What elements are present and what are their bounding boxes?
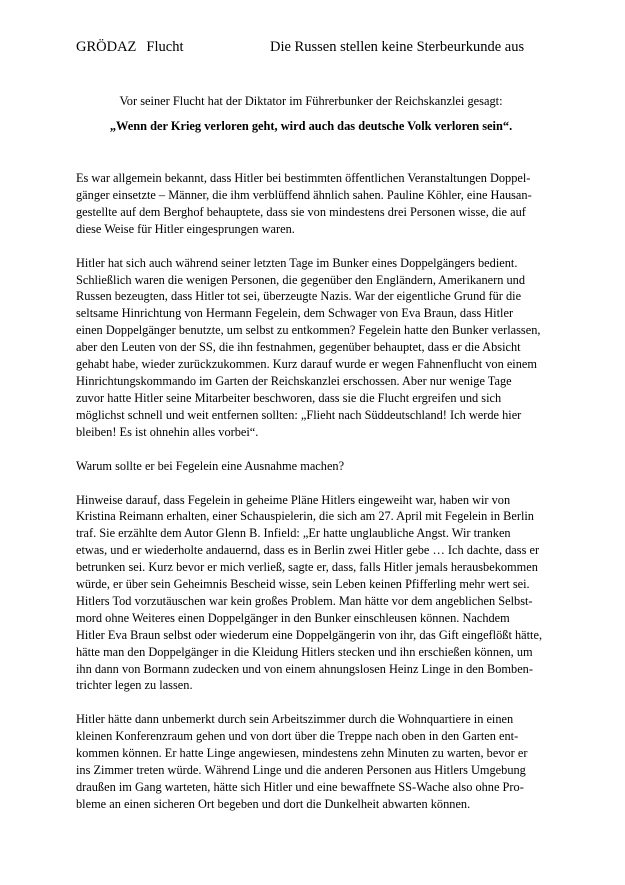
text-line: diese Weise für Hitler eingesprungen waren. [76,221,295,236]
text-line: gehabt habe, wieder zurückzukommen. Kurz darauf wurde er wegen Fahnenflucht von einem [76,357,537,372]
text-line: möglichst schnell und weit entfernen sollten: „Flieht nach Süddeutschland! Ich werde hier [76,407,522,422]
bold-quote: „Wenn der Krieg verloren geht, wird auch das deutsche Volk verloren sein“. [109,119,513,133]
text-line: draußen im Gang warteten, hätte sich Hitler und eine bewaffnete SS-Wache also ohne Pro- [76,780,524,794]
header-section: Flucht [146,39,184,55]
paragraph-3 [76,458,548,475]
text-line: Schließlich waren die wenigen Personen, die gegenüber den Engländern, Amerikanern und [76,272,526,287]
text-line: Hitler hat sich auch während seiner letzten Tage im Bunker eines Doppelgängers bedient. [76,255,518,270]
text-line: ihn dann von Bormann zudecken und von einem ahnungslosen Heinz Linge in den Bomben- [76,661,533,676]
text-line: Russen bezeugten, dass Hitler tot sei, überzeugte Nazis. War der eigentliche Grund für die [76,289,522,304]
text-line: Warum sollte er bei Fegelein eine Ausnahme machen? [76,458,345,473]
text-line: seltsame Hinrichtung von Hermann Fegelein, dem Schwager von Eva Braun, dass Hitler [76,306,514,321]
text-line: betrunken sei. Kurz bevor er mich verließ, sagte er, dass, falls Hitler jemals herausbekommen [76,560,538,575]
text-line: trichter legen zu lassen. [76,678,193,693]
page-header [76,38,546,58]
text-line: einen Doppelgänger benutzte, um selbst zu entkommen? Fegelein hatte den Bunker verlassen, [76,323,541,338]
paragraph-5 [76,711,548,812]
header-left [76,38,183,56]
text-line: kommen können. Er hatte Linge angewiesen, mindestens zehn Minuten zu warten, bevor er [76,746,528,761]
text-line: Hitler hätte dann unbemerkt durch sein Arbeitszimmer durch die Wohnquartiere in einen [76,712,514,727]
text-line: kleinen Konferenzraum gehen und von dort über die Treppe nach oben in den Garten ent- [76,729,519,744]
text-line: Es war allgemein bekannt, dass Hitler bei bestimmten öffentlichen Veranstaltungen Doppel- [76,171,531,185]
text-line: Hinweise darauf, dass Fegelein in geheime Pläne Hitlers eingeweiht war, haben wir von [76,492,511,507]
text-line: Hinrichtungskommando im Garten der Reichskanzlei erschossen. Aber nur wenige Tage [76,373,512,388]
text-line: mord ohne Weiteres einen Doppelgänger in den Bunker einschleusen können. Nachdem [76,610,510,625]
text-line: Hitlers Tod vorzutäuschen war kein großes Problem. Man hätte vor dem angeblichen Selbst- [76,593,533,608]
text-line: zuvor hatte Hitler seine Mitarbeiter beschworen, dass sie die Flucht ergreifen und sich [76,390,502,405]
paragraph-4 [76,492,548,695]
text-line: Kristina Reimann erhalten, einer Schauspielerin, die sich am 27. April mit Fegelein in Berlin [76,509,534,524]
text-line: traf. Sie erzählte dem Autor Glenn B. Infield: „Er hatte unglaubliche Angst. Wir tranken [76,526,511,541]
text-line: bleme an einen sicheren Ort begeben und dort die Dunkelheit abwarten können. [76,796,471,811]
header-site: GRÖDAZ [76,39,137,55]
body-text [76,170,548,830]
text-line: ins Zimmer treten würde. Während Linge und die anderen Personen aus Hitlers Umgebung [76,763,526,778]
text-line: hätte man den Doppelgänger in die Kleidung Hitlers stecken und ihn erschießen können, um [76,644,533,659]
text-line: aber den Leuten von der SS, die ihn festnahmen, gegenüber behauptet, dass er die Absicht [76,340,521,355]
intro-line: Vor seiner Flucht hat der Diktator im Führerbunker der Reichskanzlei gesagt: [119,94,503,108]
text-line: würde, er über sein Geheimnis Bescheid wisse, sein Leben keinen Pfifferling mehr wert sei. [76,577,530,592]
header-title: Die Russen stellen keine Sterbeurkunde aus [270,39,525,55]
text-line: gänger einsetzte – Männer, die ihm verblüffend ähnlich sahen. Pauline Köhler, eine Hausan- [76,187,532,202]
text-line: gestellte auf dem Berghof behauptete, dass sie von mindestens drei Personen wisse, die auf [76,204,526,219]
text-line: etwas, und er wiederholte andauernd, dass es in Berlin zwei Hitler gebe … Ich dachte, dass er [76,543,540,558]
paragraph-2 [76,255,548,441]
paragraph-1 [76,170,548,238]
text-line: bleiben! Es ist ohnehin alles vorbei“. [76,424,259,439]
text-line: Hitler Eva Braun selbst oder wiederum eine Doppelgängerin von ihr, das Gift eingeflößt hätte, [76,627,543,642]
